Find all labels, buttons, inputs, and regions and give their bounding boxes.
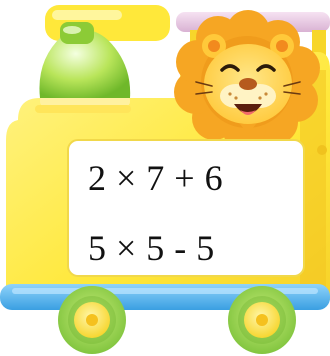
wheel-icon	[228, 286, 296, 354]
expression-line-2: 5 × 5 - 5	[88, 228, 215, 268]
wheel-icon	[58, 286, 126, 354]
expression-line-1: 2 × 7 + 6	[88, 158, 224, 198]
